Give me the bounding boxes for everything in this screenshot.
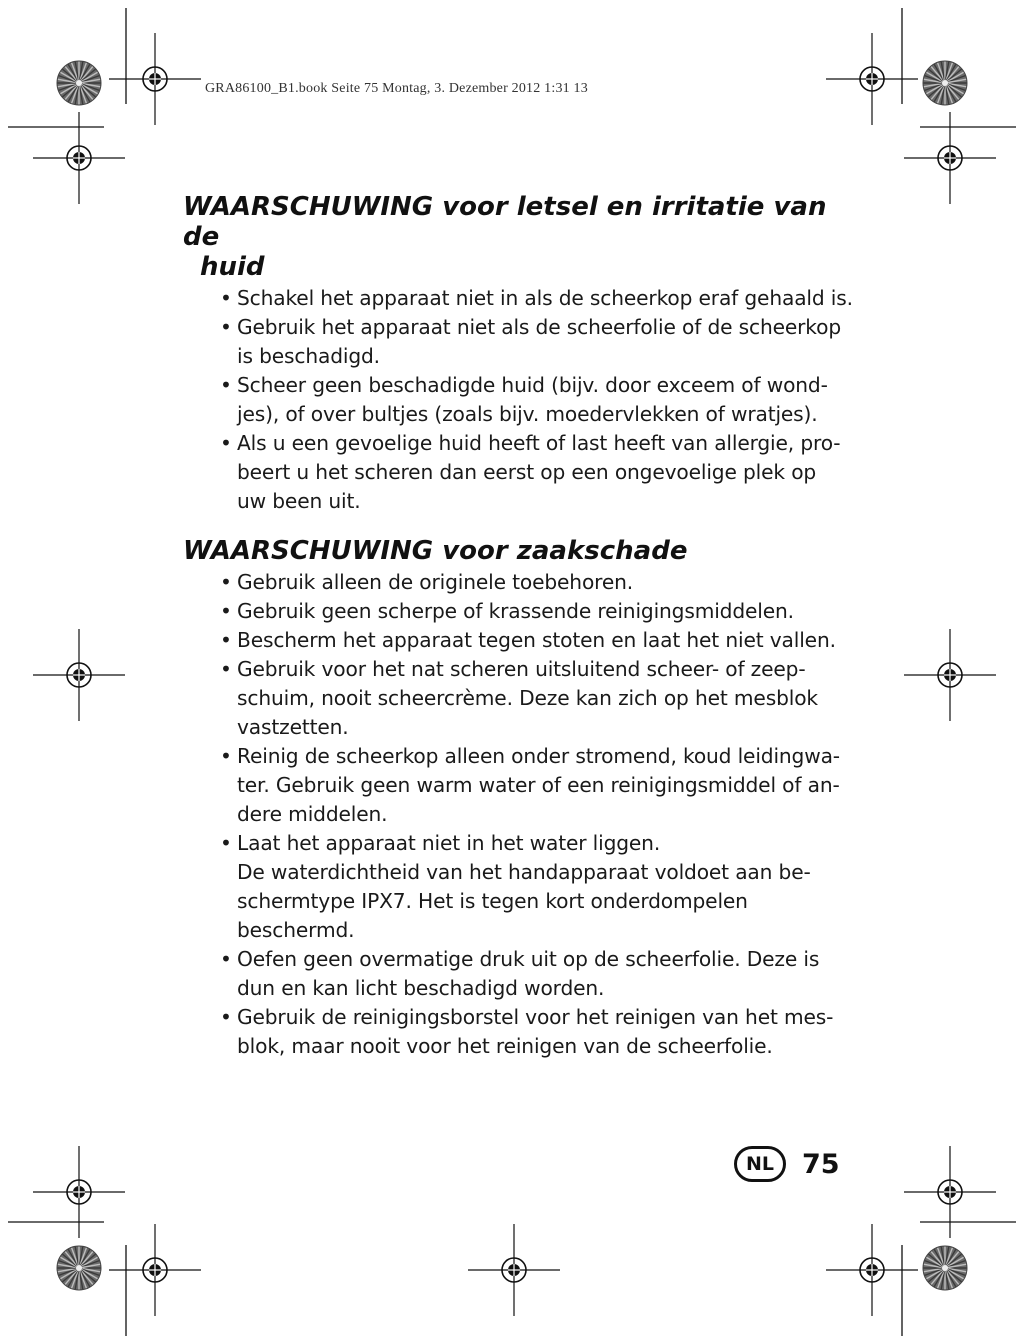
item-text: Gebruik voor het nat scheren uitsluitend scheer- of zeep-	[237, 657, 806, 681]
bullet-icon: •	[220, 947, 232, 971]
warning-section-damage	[183, 536, 860, 1061]
registration-mark-icon	[826, 33, 918, 125]
color-target-icon	[923, 1246, 967, 1290]
item-text: Scheer geen beschadigde huid (bijv. door exceem of wond-	[237, 373, 828, 397]
title-line: huid	[200, 252, 265, 282]
bullet-icon: •	[220, 570, 232, 594]
registration-mark-icon	[826, 1224, 918, 1316]
bullet-list	[200, 568, 860, 1061]
registration-mark-icon	[33, 1146, 125, 1238]
registration-mark-icon	[904, 629, 996, 721]
registration-mark-icon	[109, 1224, 201, 1316]
bullet-icon: •	[220, 315, 232, 339]
bullet-icon: •	[220, 744, 232, 768]
bullet-icon: •	[220, 599, 232, 623]
list-item	[200, 945, 860, 1003]
item-text: vastzetten.	[237, 715, 349, 739]
registration-mark-icon	[33, 112, 125, 204]
item-text: dere middelen.	[237, 802, 388, 826]
section-title	[183, 192, 860, 282]
registration-mark-icon	[468, 1224, 560, 1316]
item-text: schermtype IPX7. Het is tegen kort onderdompelen beschermd.	[237, 889, 748, 942]
list-item	[200, 313, 860, 371]
item-text: Gebruik de reinigingsborstel voor het reinigen van het mes-	[237, 1005, 834, 1029]
warning-section-injury	[183, 192, 860, 516]
registration-mark-icon	[33, 629, 125, 721]
item-text: jes), of over bultjes (zoals bijv. moedervlekken of wratjes).	[237, 402, 818, 426]
item-text: Reinig de scheerkop alleen onder stromend, koud leidingwa-	[237, 744, 840, 768]
item-text: Gebruik geen scherpe of krassende reinigingsmiddelen.	[237, 599, 794, 623]
item-text: Schakel het apparaat niet in als de scheerkop eraf gehaald is.	[237, 286, 853, 310]
list-item	[200, 655, 860, 742]
item-text: Als u een gevoelige huid heeft of last heeft van allergie, pro-	[237, 431, 841, 455]
language-badge: NL	[734, 1146, 786, 1182]
section-title	[183, 536, 860, 566]
item-text: is beschadigd.	[237, 344, 380, 368]
list-item	[200, 429, 860, 516]
item-text: Oefen geen overmatige druk uit op de scheerfolie. Deze is	[237, 947, 820, 971]
color-target-icon	[923, 61, 967, 105]
title-line: WAARSCHUWING voor zaakschade	[183, 536, 688, 566]
registration-mark-icon	[904, 112, 996, 204]
item-text: dun en kan licht beschadigd worden.	[237, 976, 605, 1000]
bullet-icon: •	[220, 431, 232, 455]
bullet-list	[200, 284, 860, 516]
item-text: Gebruik alleen de originele toebehoren.	[237, 570, 634, 594]
page-footer	[734, 1146, 840, 1182]
list-item	[200, 284, 860, 313]
item-text: schuim, nooit scheercrème. Deze kan zich op het mesblok	[237, 686, 818, 710]
title-line: WAARSCHUWING voor letsel en irritatie van de	[183, 192, 827, 252]
list-item	[200, 626, 860, 655]
color-target-icon	[57, 1246, 101, 1290]
print-header: GRA86100_B1.book Seite 75 Montag, 3. Dezember 2012 1:31 13	[205, 81, 588, 96]
color-target-icon	[57, 61, 101, 105]
item-text: De waterdichtheid van het handapparaat voldoet aan be-	[237, 860, 811, 884]
list-item	[200, 371, 860, 429]
item-text: beert u het scheren dan eerst op een ongevoelige plek op	[237, 460, 817, 484]
page-number: 75	[802, 1148, 840, 1180]
bullet-icon: •	[220, 628, 232, 652]
list-item	[200, 742, 860, 829]
item-text: uw been uit.	[237, 489, 361, 513]
item-text: blok, maar nooit voor het reinigen van de scheerfolie.	[237, 1034, 773, 1058]
registration-mark-icon	[904, 1146, 996, 1238]
bullet-icon: •	[220, 373, 232, 397]
item-text: Bescherm het apparaat tegen stoten en laat het niet vallen.	[237, 628, 836, 652]
list-item	[200, 829, 860, 945]
item-text: Gebruik het apparaat niet als de scheerfolie of de scheerkop	[237, 315, 841, 339]
bullet-icon: •	[220, 831, 232, 855]
item-text: ter. Gebruik geen warm water of een reinigingsmiddel of an-	[237, 773, 840, 797]
list-item	[200, 1003, 860, 1061]
registration-mark-icon	[109, 33, 201, 125]
bullet-icon: •	[220, 286, 232, 310]
list-item	[200, 597, 860, 626]
bullet-icon: •	[220, 657, 232, 681]
item-text: Laat het apparaat niet in het water liggen.	[237, 831, 661, 855]
list-item	[200, 568, 860, 597]
page-content	[183, 192, 860, 1081]
bullet-icon: •	[220, 1005, 232, 1029]
